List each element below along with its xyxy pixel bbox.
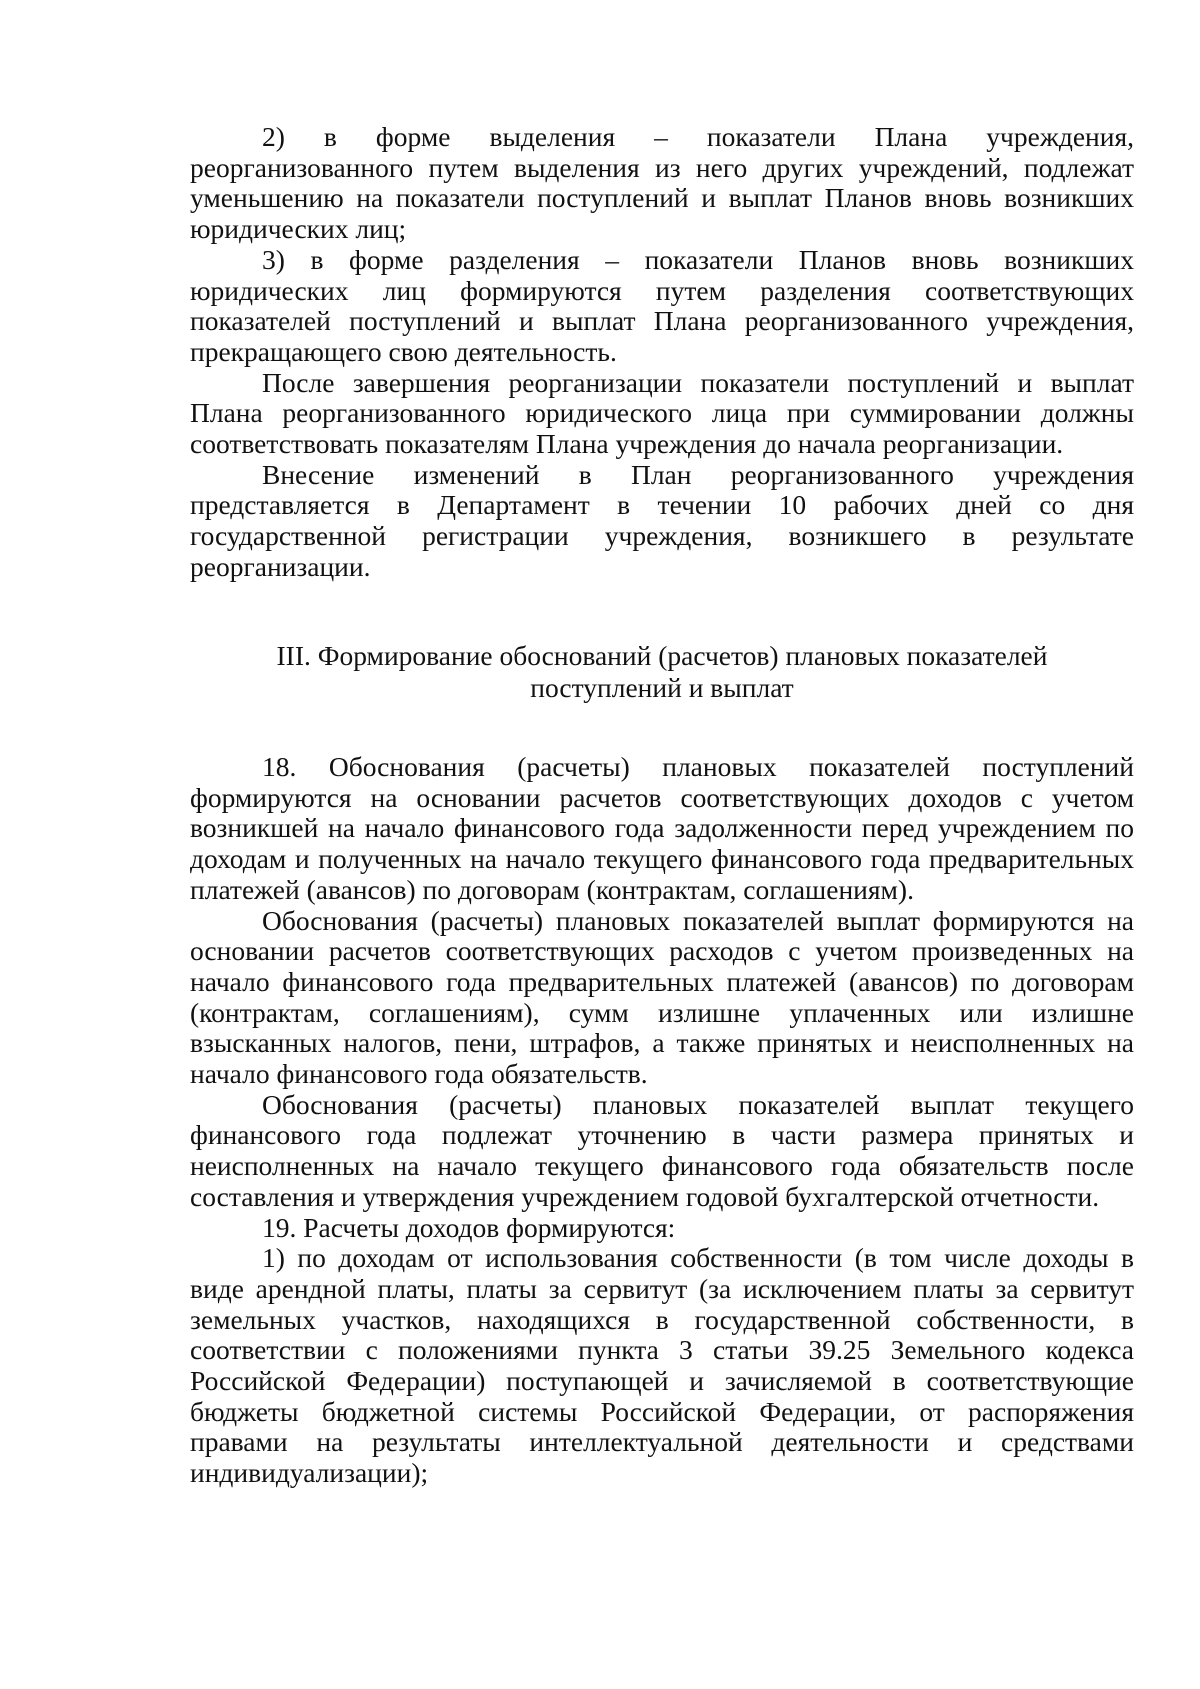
paragraph-18-receipts-justification: 18. Обоснования (расчеты) плановых показателей поступлений формируются на основании расчетов соответствующих доходов с учетом возникшей на начало финансового года задолженности перед учреждением по доходам и полученных на начало текущего финансового года предварительных платежей (авансов) по договорам (контрактам, соглашениям). xyxy=(190,751,1134,905)
section-heading xyxy=(190,640,1134,704)
section-heading-line-2: поступлений и выплат xyxy=(530,672,794,703)
section-reorganization-text xyxy=(190,122,1134,583)
section-justifications-text xyxy=(190,752,1134,1489)
paragraph-division-form: 3) в форме разделения – показатели Планов вновь возникших юридических лиц формируются путем разделения соответствующих показателей поступлений и выплат Плана реорганизованного учреждения, прекращающего свою деятельность. xyxy=(190,243,1134,367)
section-heading-line-1: III. Формирование обоснований (расчетов) плановых показателей xyxy=(276,640,1048,671)
paragraph-19-income-calculations: 19. Расчеты доходов формируются: xyxy=(262,1211,676,1243)
paragraph-payments-justification: Обоснования (расчеты) плановых показателей выплат формируются на основании расчетов соответствующих расходов с учетом произведенных на начало финансового года предварительных платежей (авансов) по договорам (контрактам, соглашениям), сумм излишне уплаченных или излишне взысканных налогов, пени, штрафов, а также принятых и неисполненных на начало финансового года обязательств. xyxy=(190,904,1134,1090)
paragraph-payments-refinement: Обоснования (расчеты) плановых показателей выплат текущего финансового года подлежат уточнению в части размера принятых и неисполненных на начало текущего финансового года обязательств после составления и утверждения учреждением годовой бухгалтерской отчетности. xyxy=(190,1088,1134,1212)
paragraph-separation-form: 2) в форме выделения – показатели Плана учреждения, реорганизованного путем выделения из него других учреждений, подлежат уменьшению на показатели поступлений и выплат Планов вновь возникших юридических лиц; xyxy=(190,121,1134,245)
paragraph-plan-changes: Внесение изменений в План реорганизованного учреждения представляется в Департамент в течении 10 рабочих дней со дня государственной регистрации учреждения, возникшего в результате реорганизации. xyxy=(190,458,1134,582)
paragraph-after-reorganization: После завершения реорганизации показатели поступлений и выплат Плана реорганизованного юридического лица при суммировании должны соответствовать показателям Плана учреждения до начала реорганизации. xyxy=(190,366,1134,460)
paragraph-property-income: 1) по доходам от использования собственности (в том числе доходы в виде арендной платы, платы за сервитут (за исключением платы за сервитут земельных участков, находящихся в государственной собственности, в соответствии с положениями пункта 3 статьи 39.25 Земельного кодекса Российской Федерации) поступающей и зачисляемой в соответствующие бюджеты бюджетной системы Российской Федерации, от распоряжения правами на результаты интеллектуальной деятельности и средствами индивидуализации); xyxy=(190,1242,1134,1489)
